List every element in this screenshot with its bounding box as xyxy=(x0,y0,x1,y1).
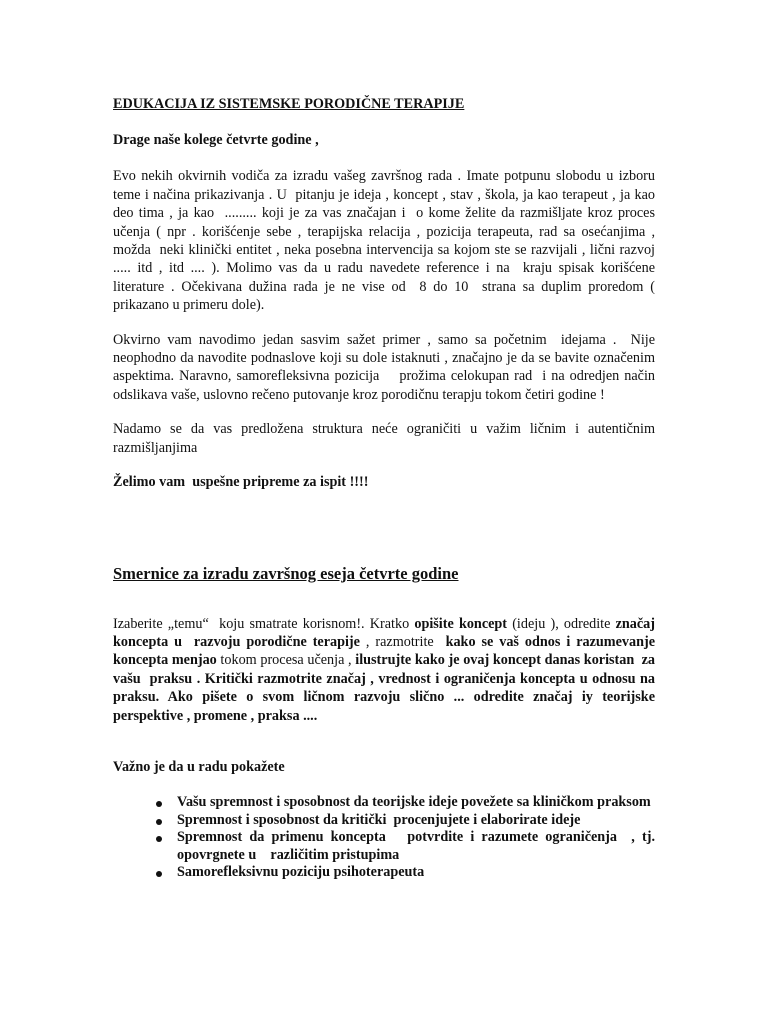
document-page xyxy=(113,96,663,882)
guidelines-text-2: (ideju ), odredite xyxy=(507,615,616,632)
important-heading: Važno je da u radu pokažete xyxy=(113,758,285,775)
guidelines-bold-3: kako se vaš odnos i razumevanje koncepta menjao xyxy=(113,633,659,669)
guidelines-heading: Smernice za izradu završnog eseja četvrte godine xyxy=(113,563,459,583)
hope-paragraph: Nadamo se da vas predložena struktura neće ograničiti u važim ličnim i autentičnim razmišljanjima xyxy=(113,421,659,456)
list-item-text: Spremnost i sposobnost da kritički procenjujete i elaborirate ideje xyxy=(177,811,581,828)
list-item-text: Samorefleksivnu poziciju psihoterapeuta xyxy=(177,864,425,881)
list-item-text: Vašu spremnost i sposobnost da teorijske ideje povežete sa kliničkom praksom xyxy=(177,794,651,811)
list-item xyxy=(113,794,655,812)
bullet-icon xyxy=(156,871,162,877)
greeting: Drage naše kolege četvrte godine , xyxy=(113,132,319,148)
guidelines-text-4: tokom procesa učenja , xyxy=(216,652,356,669)
closing-wish: Želimo vam uspešne pripreme za ispit !!!! xyxy=(113,474,369,491)
guidelines-paragraph xyxy=(113,615,663,725)
list-item xyxy=(113,829,659,864)
guidelines-text-3: , razmotrite xyxy=(359,633,446,650)
list-item xyxy=(113,812,655,830)
guidelines-bold-2: značaj koncepta u razvoju porodične terapije xyxy=(113,615,663,650)
bullet-icon xyxy=(156,819,162,825)
requirements-list xyxy=(113,794,659,882)
guidelines-bold-4: ilustrujte kako je ovaj koncept danas koristan za vašu praksu . Kritički razmotrite značaj , vrednost i ograničenja koncepta u odnosu na praksu. Ako pišete o svom ličnom razvoju slično ... odredite značaj iy teorijske perspektive , promene , praksa .... xyxy=(113,652,659,724)
list-item-text: Spremnost da primenu koncepta potvrdite i razumete ograničenja , tj. opovrgnete u različitim pristupima xyxy=(177,829,659,863)
guidelines-bold-1: opišite koncept xyxy=(414,615,508,632)
bullet-icon xyxy=(156,801,162,807)
list-item xyxy=(113,864,655,882)
example-paragraph: Okvirno vam navodimo jedan sasvim sažet primer , samo sa početnim idejama . Nije neophodno da navodite podnaslove koji su dole istaknuti , značajno je da se bavite označenim aspektima. Naravno, samorefleksivna pozicija prožima celokupan rad i na odredjen način odslikava vaše, uslovno rečeno putovanje kroz porodičnu terapju tokom četiri godine ! xyxy=(113,331,659,403)
bullet-icon xyxy=(156,836,162,842)
intro-paragraph: Evo nekih okvirnih vodiča za izradu vašeg završnog rada . Imate potpunu slobodu u izboru teme i načina prikazivanja . U pitanju je ideja , koncept , stav , škola, ja kao terapeut , ja kao deo tima , ja kao ......... koji je za vas značajan i o kome želite da razmišljate kroz proces učenja ( npr . korišćenje sebe , terapijska relacija , pozicija terapeuta, rad sa osećanjima , možda neki klinički entitet , neka posebna intervencija sa kojom ste se razvijali , lični razvoj ..... itd , itd .... ). Molimo vas da u radu navedete reference i na kraju spisak korišćene literature . Očekivana dužina rada je ne vise od 8 do 10 strana sa duplim proredom ( prikazano u primeru dole). xyxy=(113,168,663,314)
guidelines-text-1: Izaberite „temu“ koju smatrate korisnom!. Kratko xyxy=(113,615,415,632)
document-title: EDUKACIJA IZ SISTEMSKE PORODIČNE TERAPIJE xyxy=(113,96,465,112)
